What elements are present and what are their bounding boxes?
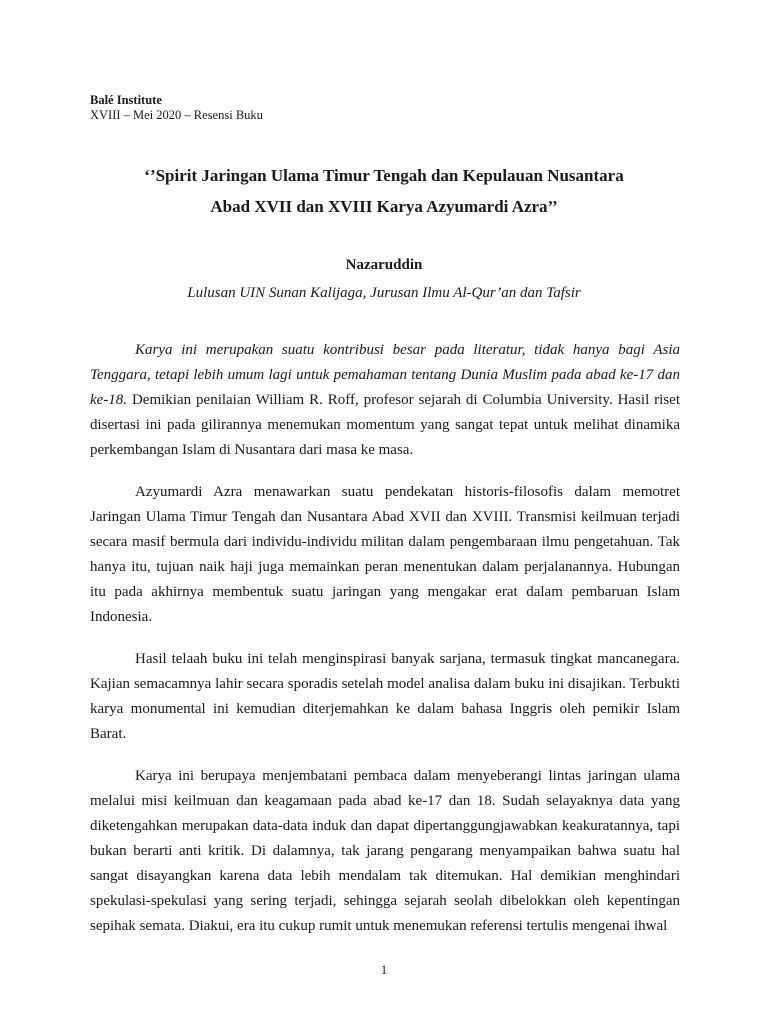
paragraph-1-text: Demikian penilaian William R. Roff, profesor sejarah di Columbia University. Hasil riset disertasi ini pada gilirannya menemukan momentum yang sangat tepat untuk melihat dinamika perkembangan Islam di Nusantara dari masa ke masa.: [90, 392, 680, 458]
page-number: 1: [380, 962, 388, 977]
paragraph-3: Hasil telaah buku ini telah menginspirasi banyak sarjana, termasuk tingkat mancanegara. Kajian semacamnya lahir secara sporadis setelah model analisa dalam buku ini disajikan. Terbukti karya monumental ini kemudian diterjemahkan ke dalam bahasa Inggris oleh pemikir Islam Barat.: [90, 651, 680, 742]
paragraph-2: Azyumardi Azra menawarkan suatu pendekatan historis-filosofis dalam memotret Jaringan Ulama Timur Tengah dan Nusantara Abad XVII dan XVIII. Transmisi keilmuan terjadi secara masif bermula dari individu-individu militan dalam pengembaraan ilmu pengetahuan. Tak hanya itu, tujuan naik haji juga memainkan peran menentukan dalam perjalanannya. Hubungan itu pada akhirnya membentuk suatu jaringan yang mengakar erat dalam pembaruan Islam Indonesia.: [90, 484, 680, 625]
article-body: [90, 338, 680, 956]
author-name: Nazaruddin: [345, 257, 423, 273]
issue-line: XVIII – Mei 2020 – Resensi Buku: [90, 108, 263, 122]
paragraph-1: [90, 338, 680, 463]
article-title: [60, 160, 708, 222]
author-affiliation: Lulusan UIN Sunan Kalijaga, Jurusan Ilmu Al-Qur’an dan Tafsir: [187, 285, 581, 301]
paragraph-4: Karya ini berupaya menjembatani pembaca dalam menyeberangi lintas jaringan ulama melalui misi keilmuan dan keagamaan pada abad ke-17 dan 18. Sudah selayaknya data yang diketengahkan merupakan data-data induk dan dapat dipertanggungjawabkan keakuratannya, tapi bukan berarti anti kritik. Di dalamnya, tak jarang pengarang menyampaikan bahwa suatu hal sangat disayangkan karena data lebih mendalam tak ditemukan. Hal demikian menghindari spekulasi-spekulasi yang sering terjadi, sehingga sejarah seolah dibelokkan oleh kepentingan sepihak semata. Diakui, era itu cukup rumit untuk menemukan referensi tertulis mengenai ihwal: [90, 768, 680, 934]
title-line-1: ‘’Spirit Jaringan Ulama Timur Tengah dan Kepulauan Nusantara: [144, 166, 624, 185]
document-header: [90, 93, 263, 123]
title-line-2: Abad XVII dan XVIII Karya Azyumardi Azra’’: [210, 197, 558, 216]
paragraph-1-quote: Karya ini merupakan suatu kontribusi besar pada literatur, tidak hanya bagi Asia Tenggara, tetapi lebih umum lagi untuk pemahaman tentang Dunia Muslim pada abad ke-17 dan ke-18.: [90, 342, 680, 408]
institute-name: Balé Institute: [90, 93, 162, 107]
